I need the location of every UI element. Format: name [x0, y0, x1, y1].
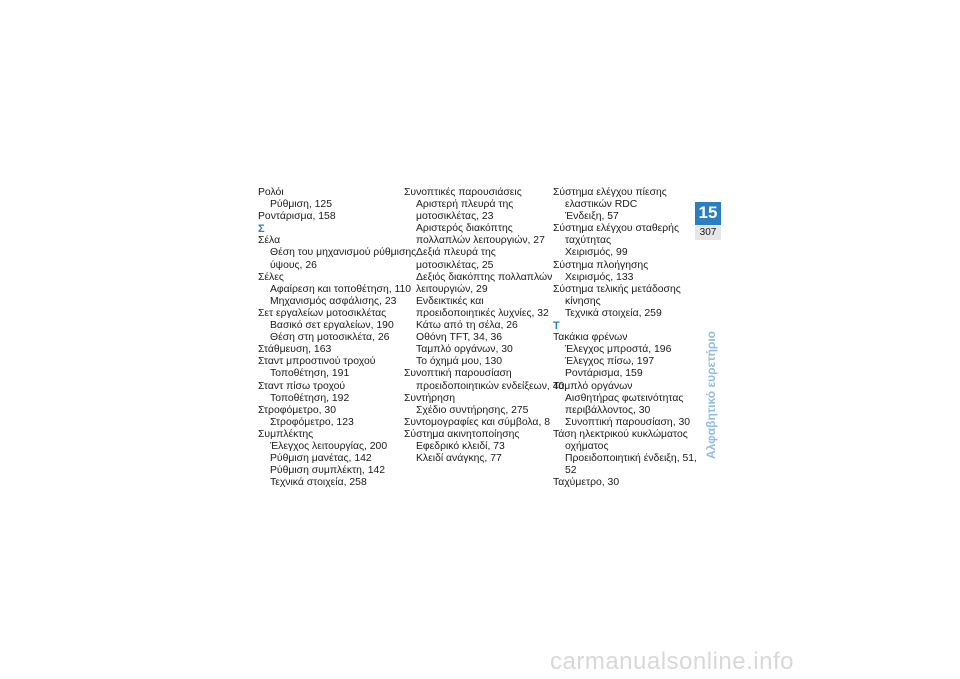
index-subentry: λειτουργιών, 29	[416, 283, 488, 295]
index-subentry: Χειρισμός, 133	[565, 271, 634, 283]
index-subentry: Αριστερός διακόπτης	[416, 223, 513, 235]
index-entry: Συνοπτική παρουσίαση	[404, 368, 512, 380]
index-subentry: Ρύθμιση συμπλέκτη, 142	[270, 465, 386, 477]
index-subentry: ύψους, 26	[270, 259, 317, 271]
watermark: carmanualsonline.info	[550, 648, 794, 675]
index-subentry: Κάτω από τη σέλα, 26	[416, 320, 518, 332]
index-subentry: Θέση στη μοτοσικλέτα, 26	[270, 332, 390, 344]
section-side-label: Αλφαβητικό ευρετήριο	[704, 330, 718, 460]
index-subentry: Τεχνικά στοιχεία, 259	[565, 307, 662, 319]
index-subentry: Βασικό σετ εργαλείων, 190	[270, 320, 394, 332]
index-subentry: Ρύθμιση μανέτας, 142	[270, 453, 372, 465]
index-subentry: Θέση του μηχανισμού ρύθμισης	[270, 247, 417, 259]
index-subentry: Έλεγχος λειτουργίας, 200	[270, 440, 388, 452]
index-entry: Συντομογραφίες και σύμβολα, 8	[404, 416, 550, 428]
index-subentry: ταχύτητας	[565, 235, 611, 247]
index-subentry: ελαστικών RDC	[565, 199, 638, 211]
index-subentry: Τεχνικά στοιχεία, 258	[270, 477, 367, 489]
index-subentry: Ένδειξη, 57	[565, 211, 619, 223]
index-letter-heading: Τ	[553, 320, 560, 333]
index-subentry: προειδοποιητικών ενδείξεων, 40	[416, 380, 565, 392]
index-subentry: Εφεδρικό κλειδί, 73	[416, 440, 505, 452]
index-subentry: 52	[565, 465, 577, 477]
index-subentry: Έλεγχος μπροστά, 196	[565, 344, 672, 356]
index-subentry: Δεξιός διακόπτης πολλαπλών	[416, 271, 553, 283]
index-entry: Σετ εργαλείων μοτοσικλέτας	[258, 307, 387, 319]
index-entry: Ροντάρισμα, 158	[258, 211, 336, 223]
index-entry: Σταντ μπροστινού τροχού	[258, 356, 376, 368]
index-subentry: Δεξιά πλευρά της	[416, 247, 496, 259]
index-subentry: Ροντάρισμα, 159	[565, 368, 643, 380]
index-entry: Σύστημα ακινητοποίησης	[404, 428, 520, 440]
index-entry: Συντήρηση	[404, 392, 456, 404]
index-entry: Σέλα	[258, 235, 281, 247]
index-subentry: Σχέδιο συντήρησης, 275	[416, 404, 529, 416]
index-subentry: Συνοπτική παρουσίαση, 30	[565, 416, 691, 428]
index-entry: Σύστημα τελικής μετάδοσης	[553, 283, 681, 295]
index-subentry: Ενδεικτικές και	[416, 295, 484, 307]
index-column-3	[553, 187, 697, 489]
index-entry: Ταχύμετρο, 30	[553, 477, 620, 489]
index-subentry: μοτοσικλέτας, 23	[416, 211, 494, 223]
index-entry: Ρολόι	[258, 187, 284, 198]
index-entry: Σταντ πίσω τροχού	[258, 380, 346, 392]
index-entry: Σύστημα ελέγχου σταθερής	[553, 223, 679, 235]
index-subentry: πολλαπλών λειτουργιών, 27	[416, 235, 545, 247]
index-subentry: Χειρισμός, 99	[565, 247, 628, 259]
index-entry: Σύστημα ελέγχου πίεσης	[553, 187, 667, 198]
index-entry: Σύστημα πλοήγησης	[553, 259, 649, 271]
index-subentry: Έλεγχος πίσω, 197	[565, 356, 655, 368]
index-subentry: μοτοσικλέτας, 25	[416, 259, 494, 271]
index-entry: Συμπλέκτης	[258, 428, 314, 440]
index-entry: Τακάκια φρένων	[553, 332, 628, 344]
index-subentry: Ταμπλό οργάνων, 30	[416, 344, 513, 356]
index-subentry: Κλειδί ανάγκης, 77	[416, 453, 502, 465]
index-entry: Τάση ηλεκτρικού κυκλώματος	[553, 428, 688, 440]
index-entry: Ταμπλό οργάνων	[553, 380, 633, 392]
index-column-2	[404, 187, 565, 465]
index-subentry: προειδοποιητικές λυχνίες, 32	[416, 307, 549, 319]
index-subentry: Το όχημά μου, 130	[416, 356, 503, 368]
index-subentry: Τοποθέτηση, 191	[270, 368, 350, 380]
index-subentry: Προειδοποιητική ένδειξη, 51,	[565, 453, 697, 465]
chapter-number: 15	[698, 203, 718, 222]
index-subentry: Αριστερή πλευρά της	[416, 199, 514, 211]
index-subentry: Στροφόμετρο, 123	[270, 416, 354, 428]
index-entry: Στροφόμετρο, 30	[258, 404, 336, 416]
index-entry: Συνοπτικές παρουσιάσεις	[404, 187, 522, 198]
index-column-1	[258, 187, 417, 489]
index-letter-heading: Σ	[258, 223, 265, 236]
index-subentry: Τοποθέτηση, 192	[270, 392, 350, 404]
index-subentry: Αισθητήρας φωτεινότητας	[565, 392, 684, 404]
index-subentry: Αφαίρεση και τοποθέτηση, 110	[270, 283, 412, 295]
index-subentry: οχήματος	[565, 440, 609, 452]
index-subentry: Οθόνη TFT, 34, 36	[416, 332, 503, 344]
index-subentry: περιβάλλοντος, 30	[565, 404, 651, 416]
index-entry: Στάθμευση, 163	[258, 344, 332, 356]
index-subentry: Ρύθμιση, 125	[270, 199, 332, 211]
index-subentry: κίνησης	[565, 295, 601, 307]
index-subentry: Μηχανισμός ασφάλισης, 23	[270, 295, 397, 307]
page-number: 307	[695, 225, 721, 240]
index-entry: Σέλες	[258, 271, 284, 283]
